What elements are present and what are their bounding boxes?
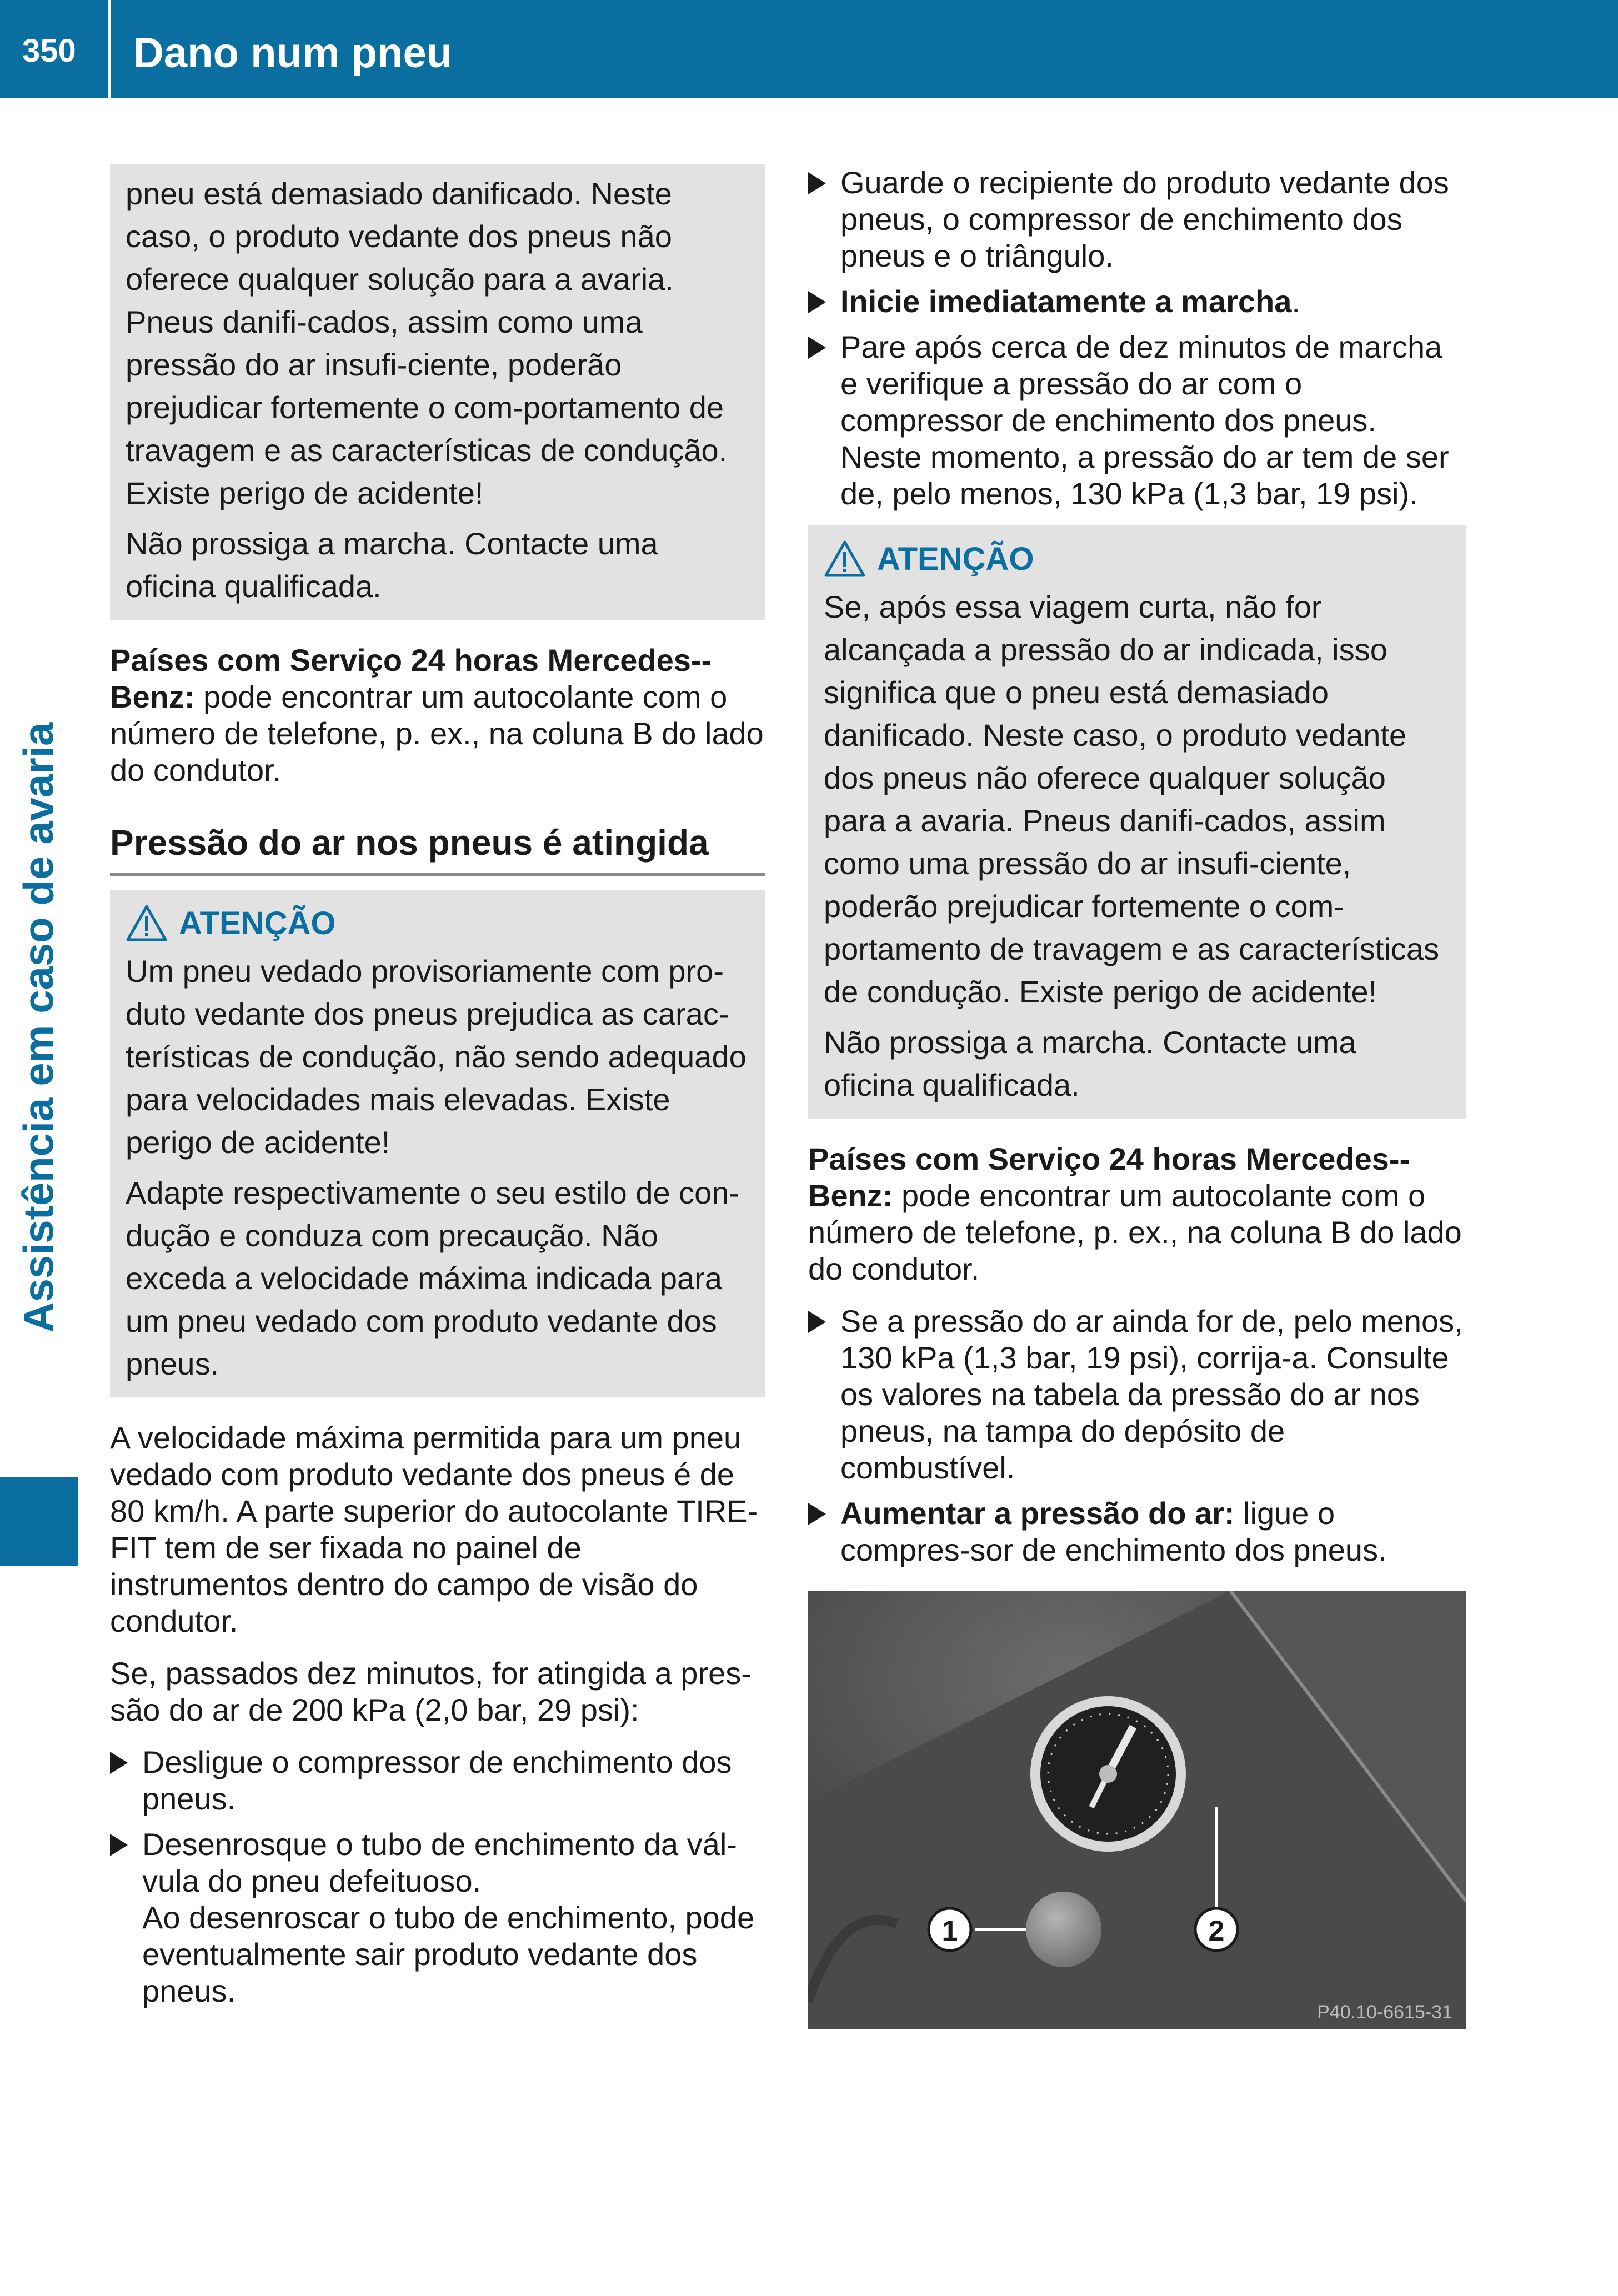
callout-number: 1 [941, 1915, 958, 1947]
power-button [1026, 1892, 1101, 1967]
page-number: 350 [22, 33, 76, 69]
body-paragraph: Se, passados dez minutos, for atingida a pres-são do ar de 200 kPa (2,0 bar, 29 psi): [110, 1656, 752, 1727]
step-list [808, 164, 1466, 512]
warning-text: Não prossiga a marcha. Contacte uma oficina qualificada. [824, 1025, 1356, 1102]
service-note-text: pode encontrar um autocolante com o número de telefone, p. ex., na coluna B do lado do condutor. [808, 1178, 1462, 1286]
step-list [110, 1744, 765, 2009]
step-arrow-icon [808, 337, 826, 359]
callout-number: 2 [1208, 1915, 1225, 1947]
step-text-bold: Aumentar a pressão do ar: [840, 1496, 1235, 1531]
step-text: Desenrosque o tubo de enchimento da vál-vula do pneu defeituoso. [142, 1827, 737, 1898]
warning-box [808, 525, 1466, 1119]
figure-code: P40.10-6615-31 [1317, 2002, 1452, 2023]
step-item [808, 1495, 1466, 1568]
page-title: Dano num pneu [133, 29, 453, 77]
warning-triangle-icon [126, 904, 168, 942]
step-arrow-icon [808, 1503, 826, 1525]
warning-triangle-icon [824, 540, 866, 578]
warning-text: Se, após essa viagem curta, não for alcançada a pressão do ar indicada, isso significa que o pneu está demasiado danificado. Neste caso, o produto vedante dos pneus não oferece qualquer solução para a avaria. Pneus danifi-cados, assim como uma pressão do ar insufi-ciente, poderão prejudicar fortemente o com-portamento de travagem e as características de condução. Existe perigo de acidente! [824, 589, 1440, 1009]
step-item [808, 283, 1466, 320]
service-note-label: Países com Serviço 24 horas Mercedes--Benz: [808, 1141, 1410, 1213]
header-divider [108, 0, 111, 98]
warning-text: Adapte respectivamente o seu estilo de con-dução e conduza com precaução. Não exceda a velocidade máxima indicada para um pneu vedado com produto vedante dos pneus. [126, 1175, 740, 1381]
step-item [808, 1303, 1466, 1486]
step-text-bold: Inicie imediatamente a marcha [840, 284, 1292, 319]
step-arrow-icon [110, 1834, 128, 1856]
warning-title: ATENÇÃO [179, 905, 336, 941]
warning-header [126, 904, 750, 942]
page-header [0, 0, 1618, 98]
chapter-tab [0, 1477, 78, 1566]
step-arrow-icon [808, 172, 826, 194]
step-text: Se a pressão do ar ainda for de, pelo menos, 130 kPa (1,3 bar, 19 psi), corrija-a. Consulte os valores na tabela da pressão do ar nos pneus, na tampa do depósito de combustível. [840, 1304, 1463, 1485]
compressor-illustration [808, 1591, 1466, 2029]
chapter-label: Assistência em caso de avaria [15, 722, 63, 1333]
step-item [110, 1744, 765, 1817]
step-item [110, 1826, 765, 2009]
step-arrow-icon [808, 1311, 826, 1333]
step-item [808, 329, 1466, 512]
warning-text: Não prossiga a marcha. Contacte uma oficina qualificada. [126, 526, 658, 604]
step-text: Desligue o compressor de enchimento dos pneus. [142, 1744, 732, 1816]
compressor-photo [808, 1591, 1466, 2029]
step-arrow-icon [808, 291, 826, 313]
warning-text: Um pneu vedado provisoriamente com pro-duto vedante dos pneus prejudica as carac-terísticas de condução, não sendo adequado para velocidades mais elevadas. Existe perigo de acidente! [126, 954, 747, 1160]
service-note [808, 1141, 1466, 1287]
step-text: ligue o compres-sor de enchimento dos pneus. [840, 1496, 1387, 1567]
service-note-text: pode encontrar um autocolante com o número de telefone, p. ex., na coluna B do lado do condutor. [110, 679, 764, 788]
warning-box-continued [110, 164, 765, 620]
section-heading: Pressão do ar nos pneus é atingida [110, 822, 765, 876]
step-item [808, 164, 1466, 274]
warning-box [110, 890, 765, 1397]
service-note [110, 642, 765, 789]
body-paragraph: A velocidade máxima permitida para um pneu vedado com produto vedante dos pneus é de 80 km/h. A parte superior do autocolante TIRE-FIT tem de ser fixada no painel de instrumentos dentro do campo de visão do condutor. [110, 1420, 758, 1638]
warning-header [824, 540, 1451, 578]
step-arrow-icon [110, 1752, 128, 1774]
warning-title: ATENÇÃO [877, 540, 1034, 577]
left-column [110, 164, 765, 2023]
step-text: . [1291, 284, 1300, 319]
step-text: Pare após cerca de dez minutos de marcha e verifique a pressão do ar com o compressor de enchimento dos pneus. [840, 329, 1442, 438]
step-result: Neste momento, a pressão do ar tem de ser de, pelo menos, 130 kPa (1,3 bar, 19 psi). [840, 439, 1449, 511]
service-note-label: Países com Serviço 24 horas Mercedes--Benz: [110, 643, 712, 714]
warning-text: pneu está demasiado danificado. Neste caso, o produto vedante dos pneus não oferece qualquer solução para a avaria. Pneus danifi-cados, assim como uma pressão do ar insufi-ciente, poderão prejudicar fortemente o com-portamento de travagem e as características de condução. Existe perigo de acidente! [126, 176, 728, 510]
step-result: Ao desenroscar o tubo de enchimento, pode eventualmente sair produto vedante dos pneus. [142, 1900, 755, 2008]
step-list [808, 1303, 1466, 1568]
step-text: Guarde o recipiente do produto vedante dos pneus, o compressor de enchimento dos pneus e o triângulo. [840, 165, 1449, 273]
right-column [808, 164, 1466, 2029]
